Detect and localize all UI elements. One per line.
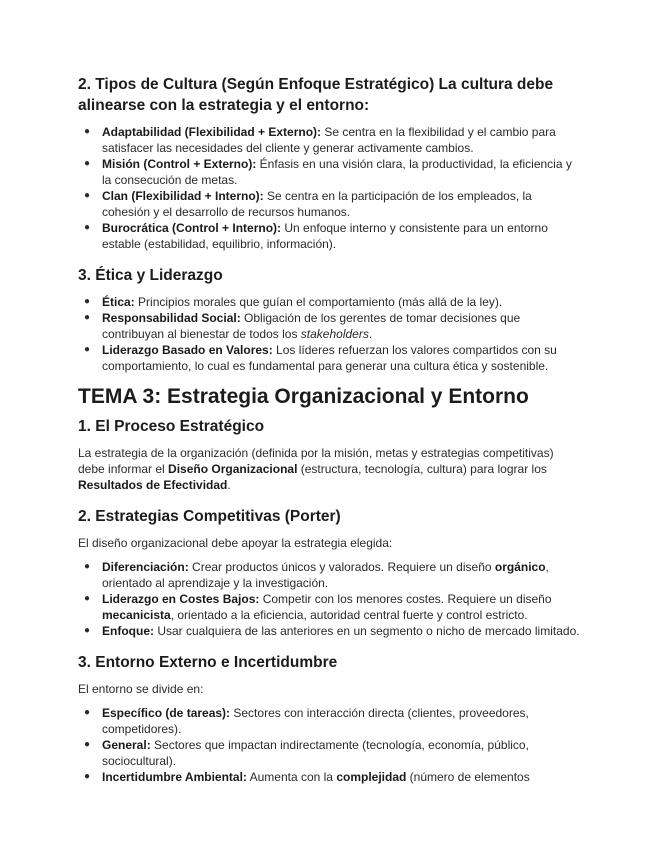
bullet-icon: ● (84, 593, 91, 604)
heading-tipos-cultura: 2. Tipos de Cultura (Según Enfoque Estratégico) La cultura debe alinearse con la estrategia y el entorno: (78, 76, 554, 114)
paragraph-porter-intro: El diseño organizacional debe apoyar la estrategia elegida: (78, 536, 393, 550)
bullet-icon: ● (84, 222, 91, 233)
bullet-icon: ● (84, 739, 91, 750)
bullet-icon: ● (84, 707, 91, 718)
heading-estrategias-competitivas: 2. Estrategias Competitivas (Porter) (78, 508, 341, 525)
list-item: ● Misión (Control + Externo): Énfasis en una visión clara, la productividad, la eficiencia y la consecución de metas. (84, 157, 572, 187)
list-item: ● Burocrática (Control + Interno): Un enfoque interno y consistente para un entorno estable (estabilidad, equilibrio, información). (84, 221, 548, 251)
list-tipos-cultura (78, 124, 583, 252)
tema-3-title: TEMA 3: Estrategia Organizacional y Entorno (78, 385, 529, 408)
bullet-icon: ● (84, 625, 91, 636)
paragraph-proceso: La estrategia de la organización (definida por la misión, metas y estrategias competitivas) debe informar el Diseño Organizacional (estructura, tecnología, cultura) para lograr los Resultados de Efectividad. (78, 446, 554, 492)
list-item: ● Clan (Flexibilidad + Interno): Se centra en la participación de los empleados, la cohesión y el desarrollo de recursos humanos. (84, 189, 532, 219)
list-item: ● Adaptabilidad (Flexibilidad + Externo): Se centra en la flexibilidad y el cambio para satisfacer las necesidades del cliente y generar activamente cambios. (84, 125, 556, 155)
document-content (78, 74, 583, 785)
heading-entorno-externo: 3. Entorno Externo e Incertidumbre (78, 654, 338, 671)
heading-proceso-estrategico: 1. El Proceso Estratégico (78, 418, 265, 435)
bullet-icon: ● (84, 312, 91, 323)
list-item: ● Enfoque: Usar cualquiera de las anteriores en un segmento o nicho de mercado limitado. (84, 624, 580, 638)
list-porter (78, 559, 583, 639)
bullet-icon: ● (84, 190, 91, 201)
list-item: ● Liderazgo en Costes Bajos: Competir con los menores costes. Requiere un diseño mecanicista, orientado a la eficiencia, autoridad central fuerte y control estricto. (84, 592, 552, 622)
list-entorno (78, 705, 583, 785)
list-item: ● Incertidumbre Ambiental: Aumenta con la complejidad (número de elementos (84, 770, 530, 784)
list-item: ● Diferenciación: Crear productos únicos y valorados. Requiere un diseño orgánico, orientado al aprendizaje y la investigación. (84, 560, 549, 590)
bullet-icon: ● (84, 344, 91, 355)
paragraph-entorno-intro: El entorno se divide en: (78, 682, 204, 696)
bullet-icon: ● (84, 296, 91, 307)
list-item: ● Liderazgo Basado en Valores: Los líderes refuerzan los valores compartidos con su comportamiento, lo cual es fundamental para generar una cultura ética y sostenible. (84, 343, 557, 373)
list-etica (78, 294, 583, 374)
list-item: ● Ética: Principios morales que guían el comportamiento (más allá de la ley). (84, 295, 503, 309)
bullet-icon: ● (84, 158, 91, 169)
bullet-icon: ● (84, 561, 91, 572)
list-item: ● Responsabilidad Social: Obligación de los gerentes de tomar decisiones que contribuyan al bienestar de todos los stakeholders. (84, 311, 521, 341)
heading-etica-liderazgo: 3. Ética y Liderazgo (78, 267, 223, 284)
bullet-icon: ● (84, 126, 91, 137)
bullet-icon: ● (84, 771, 91, 782)
list-item: ● General: Sectores que impactan indirectamente (tecnología, economía, público, sociocultural). (84, 738, 529, 768)
list-item: ● Específico (de tareas): Sectores con interacción directa (clientes, proveedores, competidores). (84, 706, 529, 736)
